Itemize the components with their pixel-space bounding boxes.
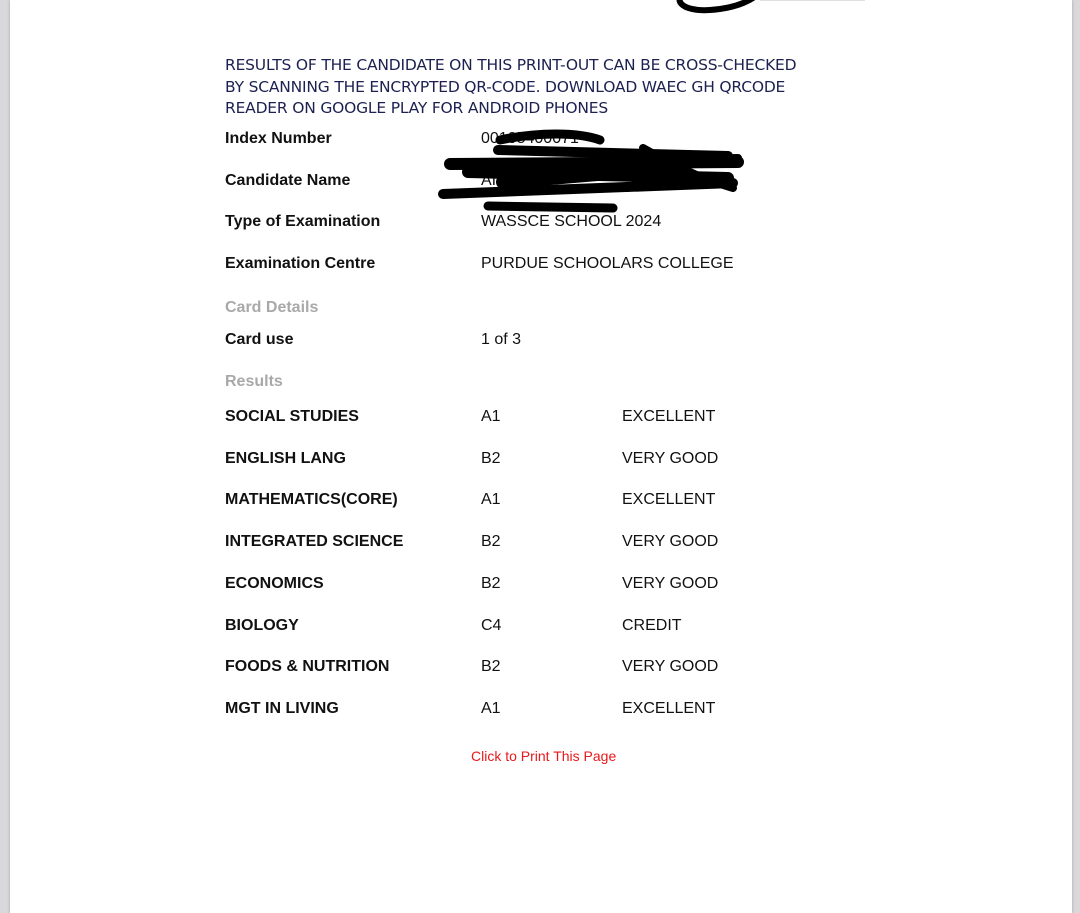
subject-remark: EXCELLENT xyxy=(622,491,716,508)
candidate-name-value: AI A xyxy=(481,172,511,189)
subject-remark: VERY GOOD xyxy=(622,575,719,592)
subject-name: SOCIAL STUDIES xyxy=(225,408,359,425)
subject-remark: EXCELLENT xyxy=(622,700,716,717)
card-details-heading: Card Details xyxy=(225,299,319,316)
results-heading: Results xyxy=(225,373,283,390)
notice-line: BY SCANNING THE ENCRYPTED QR-CODE. DOWNLOAD WAEC GH QRCODE xyxy=(225,77,786,96)
subject-remark: CREDIT xyxy=(622,617,682,634)
result-row xyxy=(225,698,925,720)
exam-centre-label: Examination Centre xyxy=(225,255,376,272)
subject-remark: VERY GOOD xyxy=(622,450,719,467)
notice-line: RESULTS OF THE CANDIDATE ON THIS PRINT-OUT CAN BE CROSS-CHECKED xyxy=(225,56,797,74)
candidate-name-label: Candidate Name xyxy=(225,172,351,189)
index-number-label: Index Number xyxy=(225,130,332,147)
signature-scribble xyxy=(660,0,870,20)
notice-line: READER ON GOOGLE PLAY FOR ANDROID PHONES xyxy=(225,99,609,117)
subject-grade: A1 xyxy=(481,700,501,717)
subject-grade: C4 xyxy=(481,617,502,634)
subject-grade: B2 xyxy=(481,575,501,592)
subject-name: INTEGRATED SCIENCE xyxy=(225,533,404,550)
card-use-row xyxy=(225,329,925,351)
exam-type-label: Type of Examination xyxy=(225,213,381,230)
result-row xyxy=(225,448,925,470)
exam-type-value: WASSCE SCHOOL 2024 xyxy=(481,213,662,230)
exam-centre-row xyxy=(225,253,925,275)
result-row xyxy=(225,615,925,637)
subject-name: BIOLOGY xyxy=(225,617,299,634)
subject-grade: A1 xyxy=(481,491,501,508)
subject-name: FOODS & NUTRITION xyxy=(225,658,390,675)
index-number-value: 00105400071 xyxy=(481,130,579,147)
subject-remark: VERY GOOD xyxy=(622,658,719,675)
subject-remark: EXCELLENT xyxy=(622,408,716,425)
exam-centre-value: PURDUE SCHOOLARS COLLEGE xyxy=(481,255,734,272)
result-row xyxy=(225,489,925,511)
exam-type-row xyxy=(225,211,925,233)
subject-name: ECONOMICS xyxy=(225,575,324,592)
subject-name: ENGLISH LANG xyxy=(225,450,346,467)
redaction-scribble xyxy=(428,128,748,218)
subject-name: MATHEMATICS(CORE) xyxy=(225,491,398,508)
subject-grade: B2 xyxy=(481,450,501,467)
card-use-label: Card use xyxy=(225,331,294,348)
card-use-value: 1 of 3 xyxy=(481,331,522,348)
subject-grade: B2 xyxy=(481,658,501,675)
result-row xyxy=(225,656,925,678)
print-page-link[interactable]: Click to Print This Page xyxy=(471,748,617,764)
result-row xyxy=(225,406,925,428)
qr-code-notice xyxy=(225,55,885,120)
result-row xyxy=(225,531,925,553)
subject-remark: VERY GOOD xyxy=(622,533,719,550)
subject-grade: A1 xyxy=(481,408,501,425)
result-row xyxy=(225,573,925,595)
subject-grade: B2 xyxy=(481,533,501,550)
result-page xyxy=(10,0,1072,913)
subject-name: MGT IN LIVING xyxy=(225,700,339,717)
